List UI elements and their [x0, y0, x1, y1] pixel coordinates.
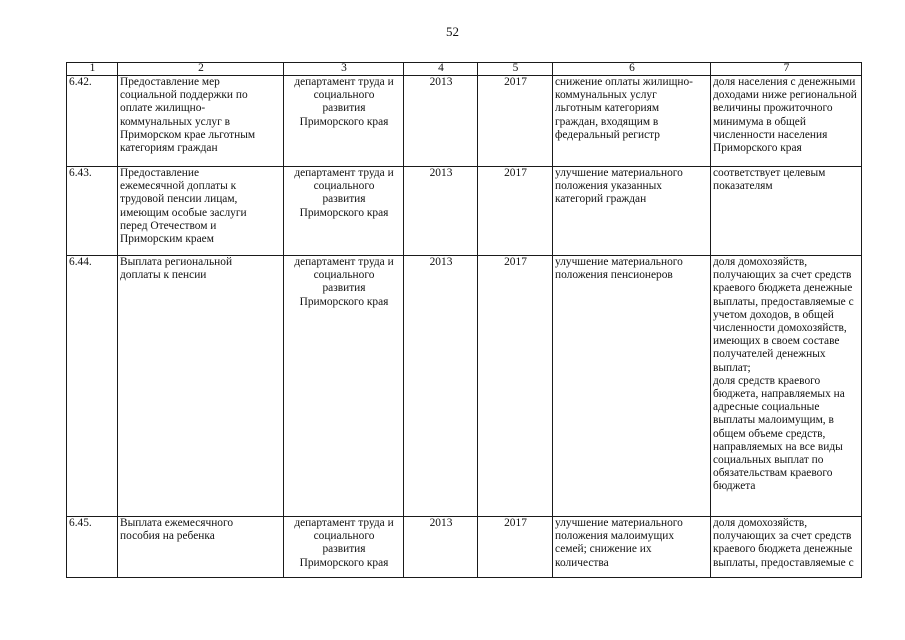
- measure-cell: Выплата региональной доплаты к пенсии: [118, 256, 284, 517]
- executor-cell: департамент труда и социального развития Приморского края: [284, 167, 404, 256]
- result-cell: улучшение материального положения малоимущих семей; снижение их количества: [553, 517, 711, 578]
- table-row: [67, 76, 862, 167]
- column-number: 7: [711, 63, 862, 76]
- executor-cell: департамент труда и социального развития Приморского края: [284, 256, 404, 517]
- measure-cell: Выплата ежемесячного пособия на ребенка: [118, 517, 284, 578]
- indicator-cell: доля населения с денежными доходами ниже региональной величины прожиточного минимума в общей численности населения Приморского края: [711, 76, 862, 167]
- page-number: 52: [446, 24, 459, 39]
- measure-cell: Предоставление ежемесячной доплаты к трудовой пенсии лицам, имеющим особые заслуги перед Отечеством и Приморским краем: [118, 167, 284, 256]
- result-cell: улучшение материального положения пенсионеров: [553, 256, 711, 517]
- start-year-cell: 2013: [404, 517, 478, 578]
- result-cell: снижение оплаты жилищно- коммунальных услуг льготным категориям граждан, входящим в федеральный регистр: [553, 76, 711, 167]
- executor-cell: департамент труда и социального развития Приморского края: [284, 517, 404, 578]
- indicator-cell: доля домохозяйств, получающих за счет средств краевого бюджета денежные выплаты, предоставляемые с: [711, 517, 862, 578]
- start-year-cell: 2013: [404, 167, 478, 256]
- column-number: 5: [478, 63, 553, 76]
- table-row: [67, 256, 862, 517]
- executor-cell: департамент труда и социального развития Приморского края: [284, 76, 404, 167]
- table-row: [67, 517, 862, 578]
- measures-table: [66, 62, 862, 578]
- start-year-cell: 2013: [404, 256, 478, 517]
- column-number: 2: [118, 63, 284, 76]
- measure-cell: Предоставление мер социальной поддержки по оплате жилищно- коммунальных услуг в Приморском крае льготным категориям граждан: [118, 76, 284, 167]
- row-number: 6.43.: [67, 167, 118, 256]
- result-cell: улучшение материального положения указанных категорий граждан: [553, 167, 711, 256]
- end-year-cell: 2017: [478, 256, 553, 517]
- column-number: 1: [67, 63, 118, 76]
- table-row: [67, 167, 862, 256]
- row-number: 6.45.: [67, 517, 118, 578]
- indicator-cell: соответствует целевым показателям: [711, 167, 862, 256]
- column-number: 3: [284, 63, 404, 76]
- column-number: 4: [404, 63, 478, 76]
- row-number: 6.44.: [67, 256, 118, 517]
- row-number: 6.42.: [67, 76, 118, 167]
- end-year-cell: 2017: [478, 76, 553, 167]
- indicator-cell: доля домохозяйств, получающих за счет средств краевого бюджета денежные выплаты, предоставляемые с учетом доходов, в общей численности домохозяйств, имеющих в своем составе получателей денежных выплат; доля средств краевого бюджета, направляемых на адресные социальные выплаты малоимущим, в общем объеме средств, направляемых на все виды социальных выплат по обязательствам краевого бюджета: [711, 256, 862, 517]
- end-year-cell: 2017: [478, 517, 553, 578]
- end-year-cell: 2017: [478, 167, 553, 256]
- column-number-row: [67, 63, 862, 76]
- start-year-cell: 2013: [404, 76, 478, 167]
- column-number: 6: [553, 63, 711, 76]
